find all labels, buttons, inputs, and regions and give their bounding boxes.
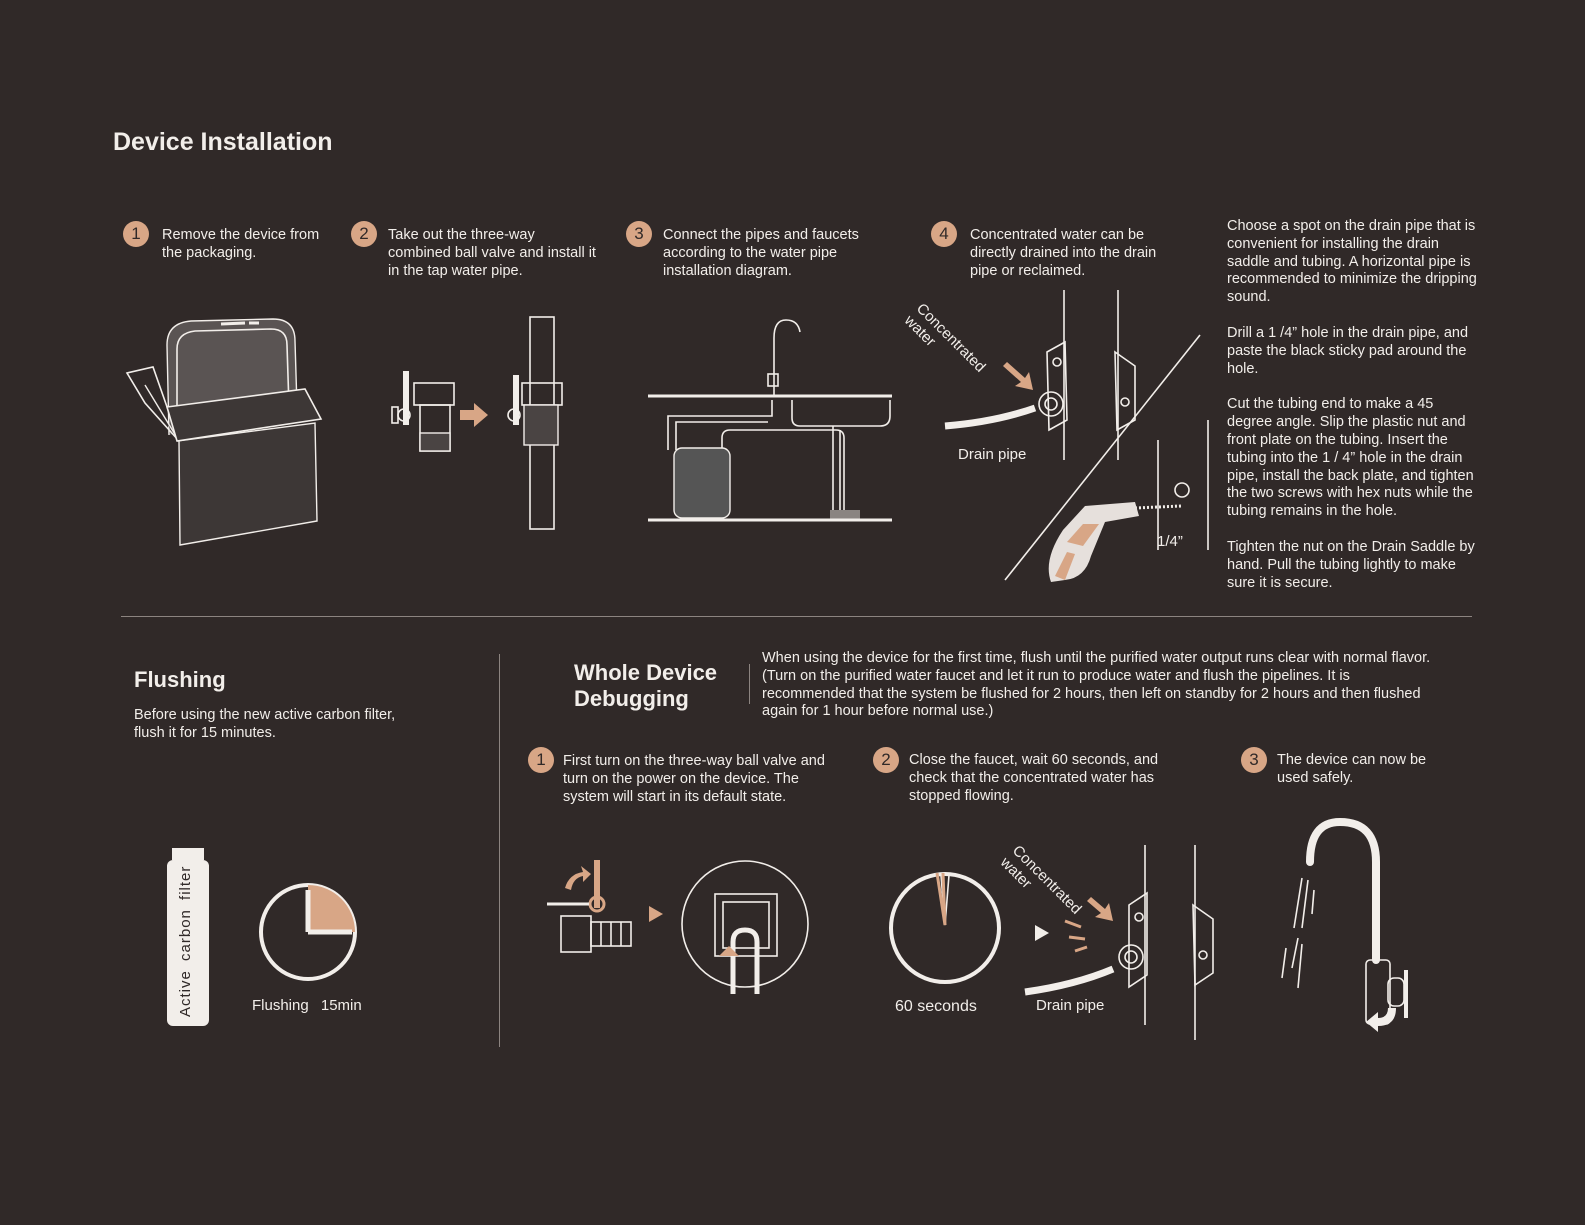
debug-step-2-text: Close the faucet, wait 60 seconds, and check that the concentrated water has stopped flowing.: [909, 752, 1159, 804]
step-number-badge: 2: [351, 221, 377, 247]
step-number-badge: 3: [1241, 747, 1267, 773]
seconds-label: 60 seconds: [895, 998, 977, 1015]
timer-label: Flushing: [252, 997, 309, 1014]
step-number-badge: 3: [626, 221, 652, 247]
install-step-4-text: Concentrated water can be directly drained into the drain pipe or reclaimed.: [970, 227, 1157, 279]
drain-pipe-label-install: Drain pipe: [958, 446, 1027, 463]
drain-instructions: [1227, 218, 1482, 592]
drill-size-label: 1/4”: [1157, 533, 1183, 550]
debugging-intro: When using the device for the first time, flush until the purified water output runs clear with normal flavor. (Turn on the purified water faucet and let it run to produce water and flush the pipelines. It is recommended that the system be flushed for 2 hours, then left on standby for 2 hours and then flushed again for 1 hour before normal use.): [762, 650, 1431, 720]
flushing-text: Before using the new active carbon filter, flush it for 15 minutes.: [134, 707, 396, 741]
drain-instruction-4: Tighten the nut on the Drain Saddle by hand. Pull the tubing lightly to make sure it is secure.: [1227, 538, 1475, 591]
debugging-heading-line2: Debugging: [574, 686, 689, 711]
device-in-box-illustration: [125, 315, 335, 550]
flushing-timer-label: [252, 997, 362, 1014]
heading-divider: [749, 664, 750, 704]
install-step-2-text: Take out the three-way combined ball valve and install it in the tap water pipe.: [388, 227, 596, 279]
concentrated-water-label-install: Concentrated water: [900, 300, 989, 376]
install-step-3-text: Connect the pipes and faucets according to the water pipe installation diagram.: [663, 227, 859, 279]
column-divider: [499, 654, 500, 1047]
install-step-1-text: Remove the device from the packaging.: [162, 227, 320, 261]
drain-instruction-2: Drill a 1 /4” hole in the drain pipe, and paste the black sticky pad around the hole.: [1227, 324, 1469, 377]
step-number-badge: 4: [931, 221, 957, 247]
debug-step-1-text: First turn on the three-way ball valve and turn on the power on the device. The system will start in its default state.: [563, 753, 825, 805]
step-number-badge: 1: [123, 221, 149, 247]
step-number-badge: 1: [528, 747, 554, 773]
ball-valve-illustration: [390, 315, 570, 535]
valve-and-power-illustration: [545, 860, 815, 995]
section-divider: [121, 616, 1472, 617]
timer-value: 15min: [320, 997, 362, 1014]
sink-pipe-illustration: [648, 318, 898, 533]
drain-instruction-1: Choose a spot on the drain pipe that is convenient for installing the drain saddle and tubing. A horizontal pipe is recommended to minimize the dripping sound.: [1227, 218, 1477, 306]
faucet-illustration: [1280, 818, 1440, 1038]
step-number-badge: 2: [873, 747, 899, 773]
drain-pipe-label-debug: Drain pipe: [1036, 997, 1105, 1014]
drain-instruction-3: Cut the tubing end to make a 45 degree angle. Slip the plastic nut and front plate on the tubing. Insert the tubing into the 1 / 4” hole in the drain pipe, install the back plate, and tighten the two screws with hex nuts while the tubing remains in the hole.: [1227, 396, 1474, 520]
flushing-heading: Flushing: [134, 667, 226, 692]
flushing-timer-icon: [258, 882, 358, 982]
debugging-heading-line1: Whole Device: [574, 660, 718, 685]
debugging-heading: [574, 660, 717, 712]
concentrated-water-label-debug: Concentrated water: [996, 842, 1085, 918]
page-title: Device Installation: [113, 128, 333, 156]
debug-step-3-text: The device can now be used safely.: [1277, 752, 1427, 786]
filter-label: Active carbon filter: [177, 865, 194, 1017]
